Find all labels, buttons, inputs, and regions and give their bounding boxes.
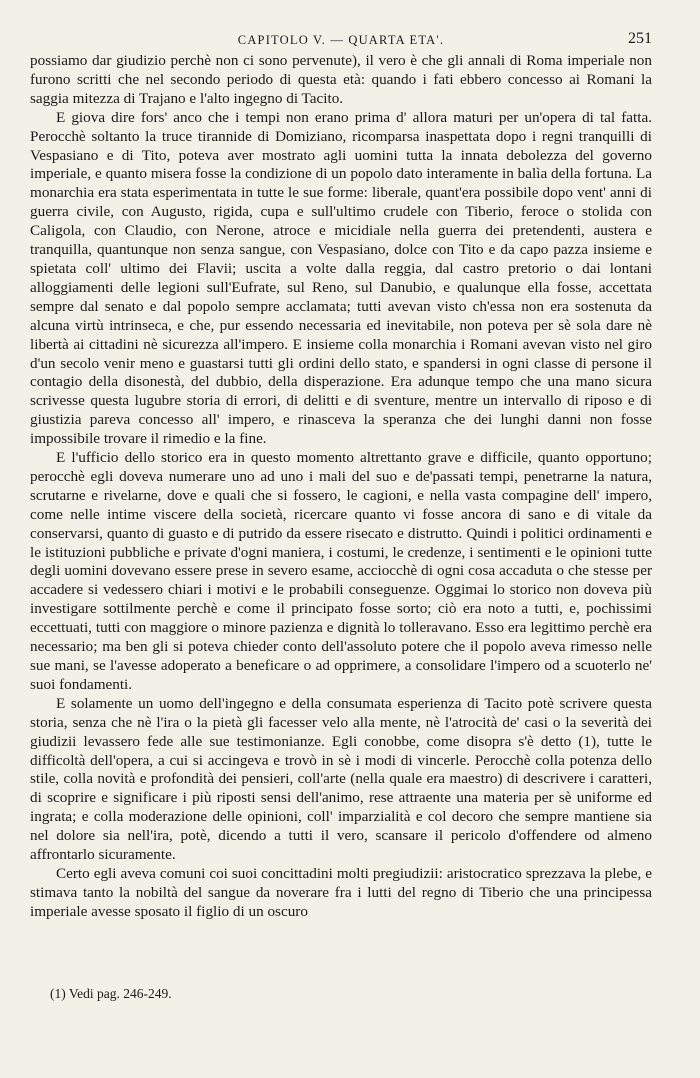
page-number: 251: [628, 30, 652, 47]
running-head: CAPITOLO V. — QUARTA ETA'.: [237, 33, 445, 47]
body-text: [30, 52, 652, 922]
page-header: [30, 30, 652, 52]
paragraph: Certo egli aveva comuni coi suoi concittadini molti pregiudizii: aristocratico sprezzava la plebe, e stimava tanto la nobiltà del sangue da noverare fra i lutti del regno di Tiberio che una principessa imperiale avesse sposato il figlio di un oscuro: [30, 864, 652, 920]
paragraph: possiamo dar giudizio perchè non ci sono pervenute), il vero è che gli annali di Roma imperiale non furono scritti che nel secondo periodo di questa età: quando i fati ebbero concesso ai Romani la saggia mitezza di Trajano e l'alto ingegno di Tacito.: [30, 52, 652, 107]
paragraph: E giova dire fors' anco che i tempi non erano prima d' allora maturi per un'opera di tal fatta. Perocchè soltanto la truce tirannide di Domiziano, ricomparsa inaspettata dopo i regni tranquilli di Vespasiano e di Tito, poteva aver mostrato agli uomini tutta la innata debolezza del governo imperiale, e quanto misera fosse la condizione di un popolo dato interamente in balìa della fortuna. La monarchia era stata esperimentata in tutte le sue forme: liberale, quant'era possibile dopo vent' anni di guerra civile, con Augusto, rigida, cupa e sull'ultimo crudele con Tiberio, feroce o stolida con Caligola, con Claudio, con Nerone, atroce e micidiale nella guerra dei pretendenti, austera e tranquilla, quantunque non senza sangue, con Vespasiano, dolce con Tito e da capo pazza insieme e spietata coll' ultimo dei Flavii; uscita a volte dalla reggia, dal castro pretorio o dai lontani alloggiamenti delle legioni sull'Eufrate, sul Reno, sul Danubio, e qualunque ella fosse, accettata sempre dal senato e dal popolo sempre acclamata; tutti avevan visto ch'essa non era sostenuta da alcuna virtù intrinseca, e che, pur essendo necessaria ed inevitabile, non poteva per sè sola dare nè libertà ai cittadini nè sicurezza all'impero. E insieme colla monarchia i Romani avevan visto nel giro d'un secolo venir meno e guastarsi tutti gli ordini dello stato, e spandersi in ogni classe di persone il contagio della disonestà, del dubbio, della disperazione. Era adunque tempo che una mano sicura scrivesse questa lugubre storia di errori, di delitti e di sventure, mentre un intervallo di riposo e di giustizia pareva concesso all' impero, e rinasceva la speranza che dei lunghi danni non fosse impossibile trovare il rimedio e la fine.: [30, 108, 652, 448]
paragraph: E solamente un uomo dell'ingegno e della consumata esperienza di Tacito potè scrivere questa storia, senza che nè l'ira o la pietà gli facesser velo alla mente, nè l'atrocità de' casi o la severità dei giudizii levassero fede alle sue testimonianze. Egli conobbe, come disopra s'è detto (1), tutte le difficoltà dell'opera, a cui si accingeva e trovò in sè i modi di vincerle. Perocchè colla potenza dello stile, colla novità e profondità dei pensieri, coll'arte (nella quale era maestro) di descrivere i caratteri, di scoprire e significare i più riposti sensi dell'animo, rese attraente una materia per sè uniforme ed ingrata; e colla moderazione delle opinioni, coll' imparzialità e col decoro che sempre mantiene sia nel dolore sia nell'ira, potè, dicendo a tutti il vero, scansare il pericolo d'offendere od almeno affrontarlo sicuramente.: [30, 694, 652, 864]
footnote: (1) Vedi pag. 246-249.: [50, 986, 172, 1001]
paragraph: E l'ufficio dello storico era in questo momento altrettanto grave e difficile, quanto opportuno; perocchè egli doveva numerare uno ad uno i mali del suo e de'passati tempi, penetrarne la natura, scrutarne e rivelarne, dove e quali che si fossero, le cagioni, e nella vasta compagine dell' impero, come nelle intime viscere della società, ricercare quanto vi fosse ancora di sano e di vitale da conservarsi, quanto di guasto e di putrido da essere risecato e distrutto. Quindi i politici ordinamenti e le istituzioni pubbliche e private d'ogni maniera, i costumi, le credenze, i sentimenti e le opinioni tutte degli uomini dovevano essere prese in severo esame, acciocchè di ogni cosa accaduta o che stesse per accadere si vedessero chiari i motivi e le probabili conseguenze. Oggimai lo storico non doveva più investigare sottilmente perchè e come il principato fosse sorto; ciò era noto a tutti, e, pochissimi eccettuati, tutti con maggiore o minore pazienza e dignità lo tolleravano. Esso era legittimo perchè era necessario; ma ben gli si poteva chieder conto dell'assoluto potere che il popolo aveva rimesso nelle sue mani, se l'avesse adoperato a beneficare o ad opprimere, a consolidare l'impero od a scuoterlo ne' suoi fondamenti.: [30, 449, 652, 693]
